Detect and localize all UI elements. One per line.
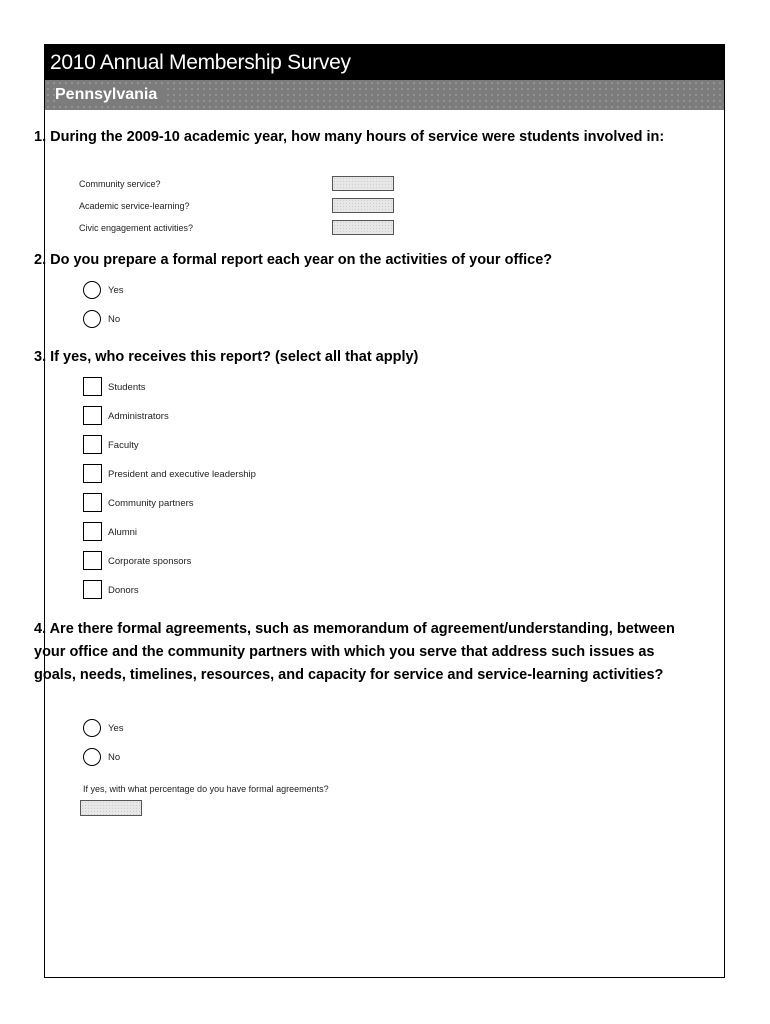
q2-label-no: No bbox=[108, 314, 121, 325]
q3-label-students: Students bbox=[108, 382, 146, 393]
q3-label-donors: Donors bbox=[108, 585, 139, 596]
q4-percentage-input[interactable] bbox=[80, 800, 142, 816]
q3-checkbox-faculty[interactable] bbox=[83, 435, 102, 454]
question-1: 1. During the 2009-10 academic year, how many hours of service were students involved in: bbox=[34, 129, 665, 145]
q1-label-community-service: Community service? bbox=[79, 179, 161, 189]
q3-label-administrators: Administrators bbox=[108, 411, 169, 422]
q1-label-academic-service-learning: Academic service-learning? bbox=[79, 201, 190, 211]
q1-input-community-service[interactable] bbox=[332, 176, 394, 191]
q4-followup-label: If yes, with what percentage do you have formal agreements? bbox=[83, 784, 329, 794]
q1-input-civic-engagement[interactable] bbox=[332, 220, 394, 235]
q3-checkbox-donors[interactable] bbox=[83, 580, 102, 599]
q3-checkbox-community-partners[interactable] bbox=[83, 493, 102, 512]
q3-checkbox-students[interactable] bbox=[83, 377, 102, 396]
q3-label-corporate-sponsors: Corporate sponsors bbox=[108, 556, 192, 567]
q3-checkbox-president[interactable] bbox=[83, 464, 102, 483]
question-2: 2. Do you prepare a formal report each year on the activities of your office? bbox=[34, 252, 553, 268]
state-header bbox=[45, 80, 724, 110]
q3-checkbox-administrators[interactable] bbox=[83, 406, 102, 425]
q3-label-faculty: Faculty bbox=[108, 440, 139, 451]
q3-checkbox-corporate-sponsors[interactable] bbox=[83, 551, 102, 570]
q4-label-no: No bbox=[108, 752, 121, 763]
q3-label-community-partners: Community partners bbox=[108, 498, 194, 509]
q1-input-academic-service-learning[interactable] bbox=[332, 198, 394, 213]
q3-label-president: President and executive leadership bbox=[108, 469, 256, 480]
survey-title: 2010 Annual Membership Survey bbox=[45, 45, 724, 80]
q4-label-yes: Yes bbox=[108, 723, 124, 734]
q1-label-civic-engagement: Civic engagement activities? bbox=[79, 223, 194, 233]
q2-label-yes: Yes bbox=[108, 285, 124, 296]
q3-checkbox-alumni[interactable] bbox=[83, 522, 102, 541]
q4-radio-no[interactable] bbox=[83, 748, 101, 766]
question-4: 4. Are there formal agreements, such as memorandum of agreement/understanding, between your office and the community partners with which you serve that address such issues as goals, needs, timelines, resources, and capacity for service and service-learning activities? bbox=[34, 621, 675, 683]
question-3: 3. If yes, who receives this report? (select all that apply) bbox=[34, 349, 419, 365]
q4-radio-yes[interactable] bbox=[83, 719, 101, 737]
q2-radio-yes[interactable] bbox=[83, 281, 101, 299]
q3-label-alumni: Alumni bbox=[108, 527, 138, 538]
q2-radio-no[interactable] bbox=[83, 310, 101, 328]
state-name: Pennsylvania bbox=[55, 86, 163, 103]
